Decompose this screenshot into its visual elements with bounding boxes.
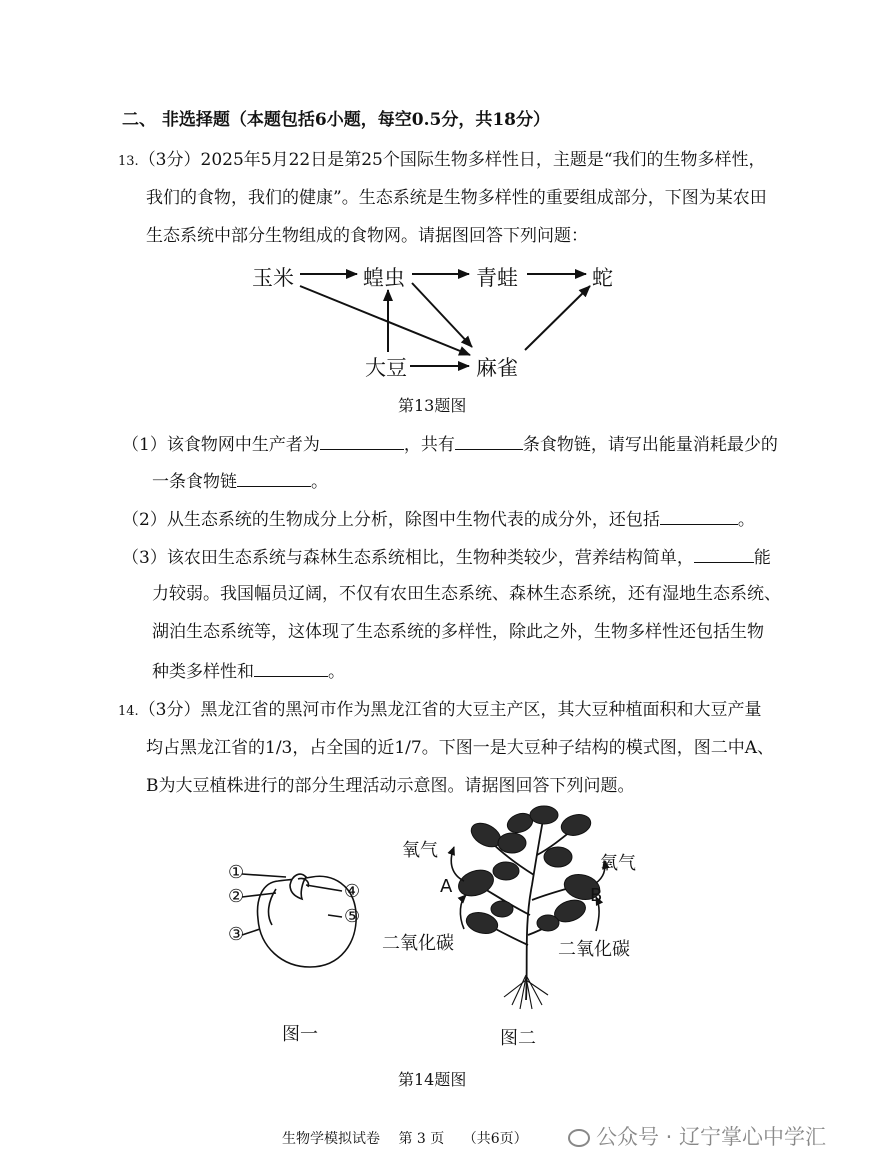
q13-sub3-blank-genetic[interactable]	[254, 658, 328, 677]
seed-label-5: ⑤	[344, 906, 361, 927]
node-locust: 蝗虫	[363, 266, 405, 290]
arrow-sparrow-snake	[525, 286, 590, 350]
q13-text-line-3: 生态系统中部分生物组成的食物网。请据图回答下列问题：	[146, 226, 588, 246]
seed-label-1: ①	[228, 862, 245, 883]
q13-sub1-blank-producer[interactable]	[320, 431, 404, 450]
arrow-oxygen-left	[451, 847, 464, 881]
q14-number: 14.	[118, 704, 139, 719]
seed-label-4: ④	[344, 881, 361, 902]
q13-sub3-line-4: 种类多样性和 。	[152, 658, 345, 684]
section-heading: 二、 非选择题（本题包括6小题，每空0.5分，共18分）	[122, 110, 550, 130]
watermark: 公众号 · 辽宁掌心中学汇	[568, 1121, 826, 1151]
q13-sub1-line-2: 一条食物链 。	[152, 468, 328, 494]
seed-label-2: ②	[228, 886, 245, 907]
fig1-title: 图一	[282, 1024, 318, 1045]
node-snake: 蛇	[592, 266, 613, 290]
plant-label-b: B	[590, 885, 603, 906]
seed-radicle	[290, 874, 306, 899]
plant-label-co2-left: 二氧化碳	[382, 933, 454, 954]
wechat-icon	[568, 1129, 590, 1147]
q14-text-line-2: 均占黑龙江省的1/3，占全国的近1/7。下图一是大豆种子结构的模式图，图二中A、	[146, 738, 774, 758]
page-footer: 生物学模拟试卷 第 3 页 （共6页）	[282, 1131, 528, 1147]
soybean-plant-diagram	[440, 805, 620, 1010]
node-sparrow: 麻雀	[476, 356, 518, 380]
arrow-locust-sparrow	[412, 283, 472, 347]
q13-sub1-blank-chain-count[interactable]	[455, 431, 523, 450]
plant-label-a: A	[440, 876, 453, 897]
seed-label-3: ③	[228, 924, 245, 945]
q13-sub2: （2）从生态系统的生物成分上分析，除图中生物代表的成分外，还包括 。	[122, 506, 755, 532]
q13-sub3-line-1: （3）该农田生态系统与森林生态系统相比，生物种类较少，营养结构简单， 能	[122, 544, 771, 570]
seed-coat-outline	[258, 876, 357, 967]
arrow-corn-sparrow	[300, 286, 470, 355]
q13-sub2-blank[interactable]	[660, 506, 738, 525]
arrow-co2-left	[460, 895, 466, 929]
q13-number: 13.	[118, 154, 139, 169]
q14-figure-caption: 第14题图	[398, 1070, 467, 1089]
food-web-arrows	[0, 0, 869, 400]
fig2-title: 图二	[500, 1028, 536, 1049]
q13-sub3-blank-stability[interactable]	[694, 544, 754, 563]
node-corn: 玉米	[252, 266, 294, 290]
plant-label-oxygen-left: 氧气	[402, 840, 438, 861]
q13-sub1-blank-chain[interactable]	[237, 468, 311, 487]
q13-sub3-line-3: 湖泊生态系统等，这体现了生态系统的多样性，除此之外，生物多样性还包括生物	[152, 622, 764, 642]
q14-text-line-1: 14.（3分）黑龙江省的黑河市作为黑龙江省的大豆主产区，其大豆种植面积和大豆产量	[118, 700, 762, 720]
plant-label-oxygen-right: 氧气	[600, 853, 636, 874]
q13-sub3-line-2: 力较弱。我国幅员辽阔，不仅有农田生态系统、森林生态系统，还有湿地生态系统、	[152, 584, 781, 604]
q13-text-line-2: 我们的食物，我们的健康”。生态系统是生物多样性的重要组成部分，下图为某农田	[146, 188, 767, 208]
node-frog: 青蛙	[476, 266, 518, 290]
node-soybean: 大豆	[365, 356, 407, 380]
q13-figure-caption: 第13题图	[398, 396, 467, 415]
q13-text-line-1: 13.（3分）2025年5月22日是第25个国际生物多样性日，主题是“我们的生物多样性，	[118, 150, 766, 170]
q14-text-line-3: B为大豆植株进行的部分生理活动示意图。请据图回答下列问题。	[146, 776, 635, 796]
plant-label-co2-right: 二氧化碳	[558, 939, 630, 960]
q13-sub1-line-1: （1）该食物网中生产者为 ，共有 条食物链，请写出能量消耗最少的	[122, 431, 778, 457]
plant-stem	[526, 815, 544, 1000]
